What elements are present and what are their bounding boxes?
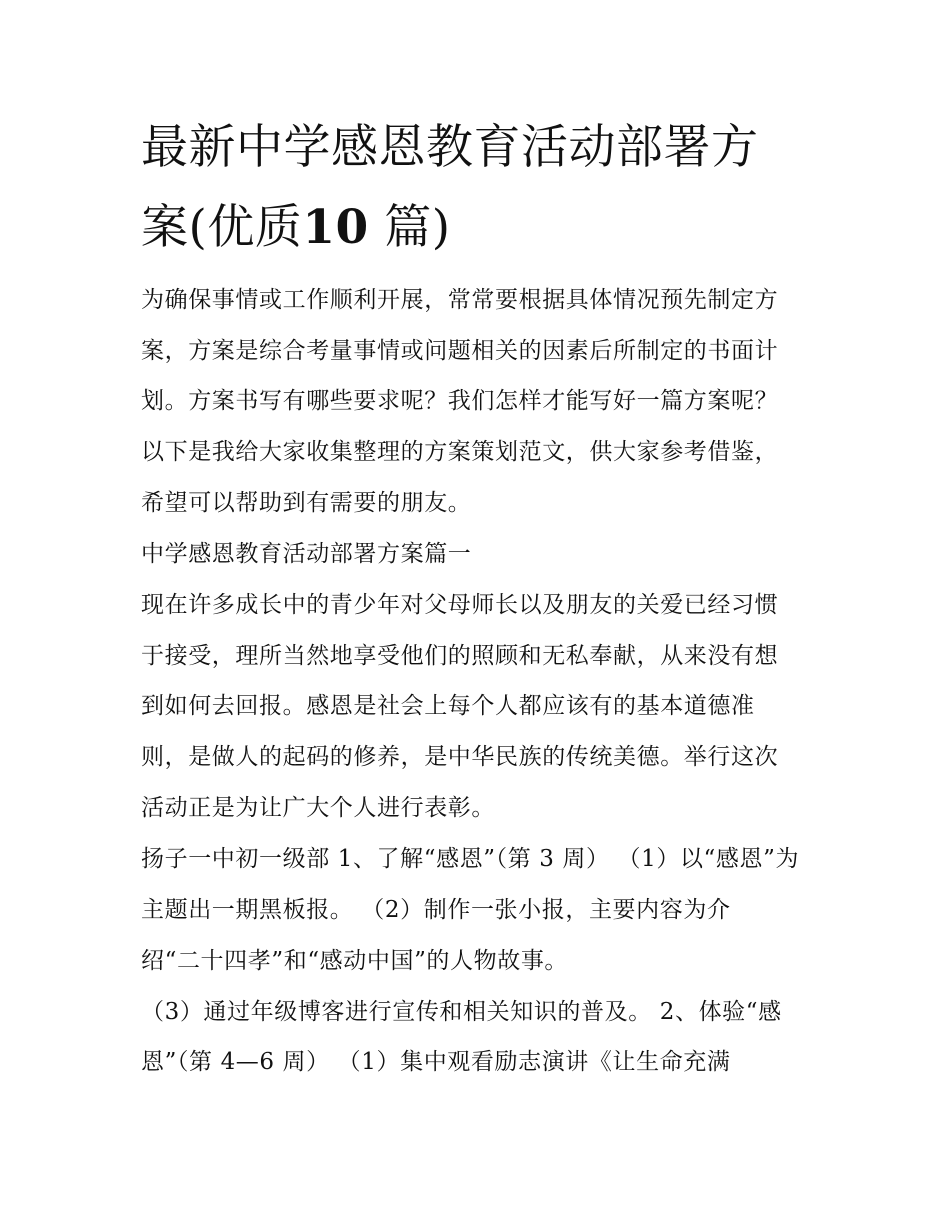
body-line: 恩”（第 4—6 周） （1）集中观看励志演讲《让生命充满 bbox=[141, 1049, 731, 1075]
body-line: 主题出一期黑板报。 （2）制作一张小报，主要内容为介 bbox=[141, 897, 731, 923]
document-title bbox=[141, 108, 821, 268]
title-line-1: 最新中学感恩教育活动部署方 bbox=[141, 120, 759, 175]
title-line-2-suffix: 篇) bbox=[384, 200, 451, 255]
body-line: 绍“二十四孝”和“感动中国”的人物故事。 bbox=[141, 948, 569, 974]
title-line-2-prefix: 案(优质 bbox=[141, 200, 303, 255]
body-line: 现在许多成长中的青少年对父母师长以及朋友的关爱已经习惯 bbox=[141, 592, 779, 618]
body-line: 扬子一中初一级部 1、了解“感恩”（第 3 周） （1）以“感恩”为 bbox=[141, 846, 800, 872]
body-line: 案，方案是综合考量事情或问题相关的因素后所制定的书面计 bbox=[141, 338, 779, 364]
title-line-2-number: 10 bbox=[302, 200, 369, 255]
body-line: 为确保事情或工作顺利开展，常常要根据具体情况预先制定方 bbox=[141, 287, 779, 313]
body-line: 到如何去回报。感恩是社会上每个人都应该有的基本道德准 bbox=[141, 693, 755, 719]
body-line: 希望可以帮助到有需要的朋友。 bbox=[141, 490, 472, 516]
section-heading: 中学感恩教育活动部署方案篇一 bbox=[141, 541, 472, 567]
body-line: 划。方案书写有哪些要求呢？我们怎样才能写好一篇方案呢？ bbox=[141, 388, 779, 414]
body-line: 于接受，理所当然地享受他们的照顾和无私奉献，从来没有想 bbox=[141, 643, 779, 669]
body-line: 则，是做人的起码的修养，是中华民族的传统美德。举行这次 bbox=[141, 744, 779, 770]
body-line: 活动正是为让广大个人进行表彰。 bbox=[141, 795, 495, 821]
body-line: （3）通过年级博客进行宣传和相关知识的普及。 2、体验“感 bbox=[141, 999, 782, 1025]
body-line: 以下是我给大家收集整理的方案策划范文，供大家参考借鉴， bbox=[141, 439, 779, 465]
